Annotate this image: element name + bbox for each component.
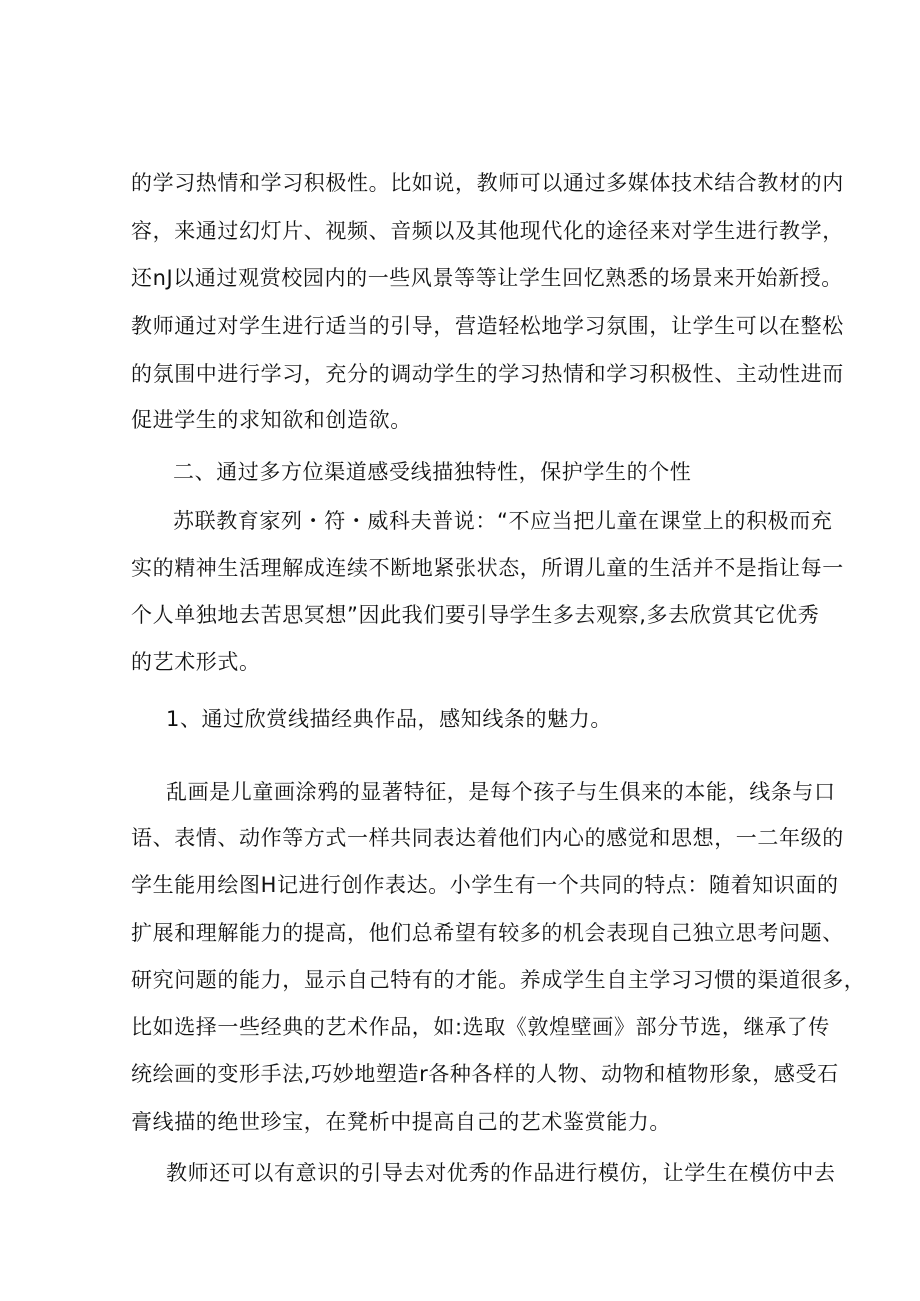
paragraph-1-line-2: 容，来通过幻灯片、视频、音频以及其他现代化的途径来对学生进行教学， bbox=[131, 219, 844, 243]
paragraph-3-line-4: 扩展和理解能力的提高，他们总希望有较多的机会表现自己独立思考问题、 bbox=[131, 921, 844, 945]
subheading: 1、通过欣赏线描经典作品，感知线条的魅力。 bbox=[166, 707, 612, 731]
paragraph-2-line-1: 苏联教育家列・符・威科夫普说：“不应当把儿童在课堂上的积极而充 bbox=[173, 509, 833, 533]
paragraph-3-line-1: 乱画是儿童画涂鸦的显著特征，是每个孩子与生俱来的本能，线条与口 bbox=[166, 780, 836, 804]
paragraph-2-line-3: 个人单独地去苦思冥想”因此我们要引导学生多去观察,多去欣赏其它优秀 bbox=[131, 603, 820, 627]
paragraph-3-line-5: 研究问题的能力，显示自己特有的才能。养成学生自主学习习惯的渠道很多， bbox=[131, 968, 866, 992]
paragraph-3-line-7: 统绘画的变形手法,巧妙地塑造r各种各样的人物、动物和植物形象，感受石 bbox=[131, 1062, 839, 1086]
paragraph-3-line-6: 比如选择一些经典的艺术作品，如:选取《敦煌壁画》部分节选，继承了传 bbox=[131, 1015, 830, 1039]
paragraph-3-line-3: 学生能用绘图H记进行创作表达。小学生有一个共同的特点：随着知识面的 bbox=[131, 873, 839, 897]
paragraph-1-line-4: 教师通过对学生进行适当的引导，营造轻松地学习氛围，让学生可以在整松 bbox=[131, 314, 844, 338]
paragraph-3-line-8: 膏线描的绝世珍宝，在凳析中提高自己的艺术鉴赏能力。 bbox=[131, 1110, 671, 1134]
paragraph-4-line-1: 教师还可以有意识的引导去对优秀的作品进行模仿，让学生在模仿中去 bbox=[166, 1161, 836, 1185]
paragraph-2-line-4: 的艺术形式。 bbox=[131, 650, 261, 674]
paragraph-2-line-2: 实的精神生活理解成连续不断地紧张状态，所谓儿童的生活并不是指让每一 bbox=[131, 556, 844, 580]
section-heading: 二、通过多方位渠道感受线描独特性，保护学生的个性 bbox=[173, 460, 692, 484]
paragraph-1-line-1: 的学习热情和学习积极性。比如说，教师可以通过多媒体技术结合教材的内 bbox=[131, 171, 844, 195]
paragraph-1-line-6: 促进学生的求知欲和创造欲。 bbox=[131, 408, 412, 432]
paragraph-3-line-2: 语、表情、动作等方式一样共同表达着他们内心的感觉和思想，一二年级的 bbox=[131, 826, 844, 850]
paragraph-1-line-5: 的氛围中进行学习，充分的调动学生的学习热情和学习积极性、主动性进而 bbox=[131, 362, 844, 386]
paragraph-1-line-3: 还nJ以通过观赏校园内的一些风景等等让学生回忆熟悉的场景来开始新授。 bbox=[131, 266, 843, 290]
